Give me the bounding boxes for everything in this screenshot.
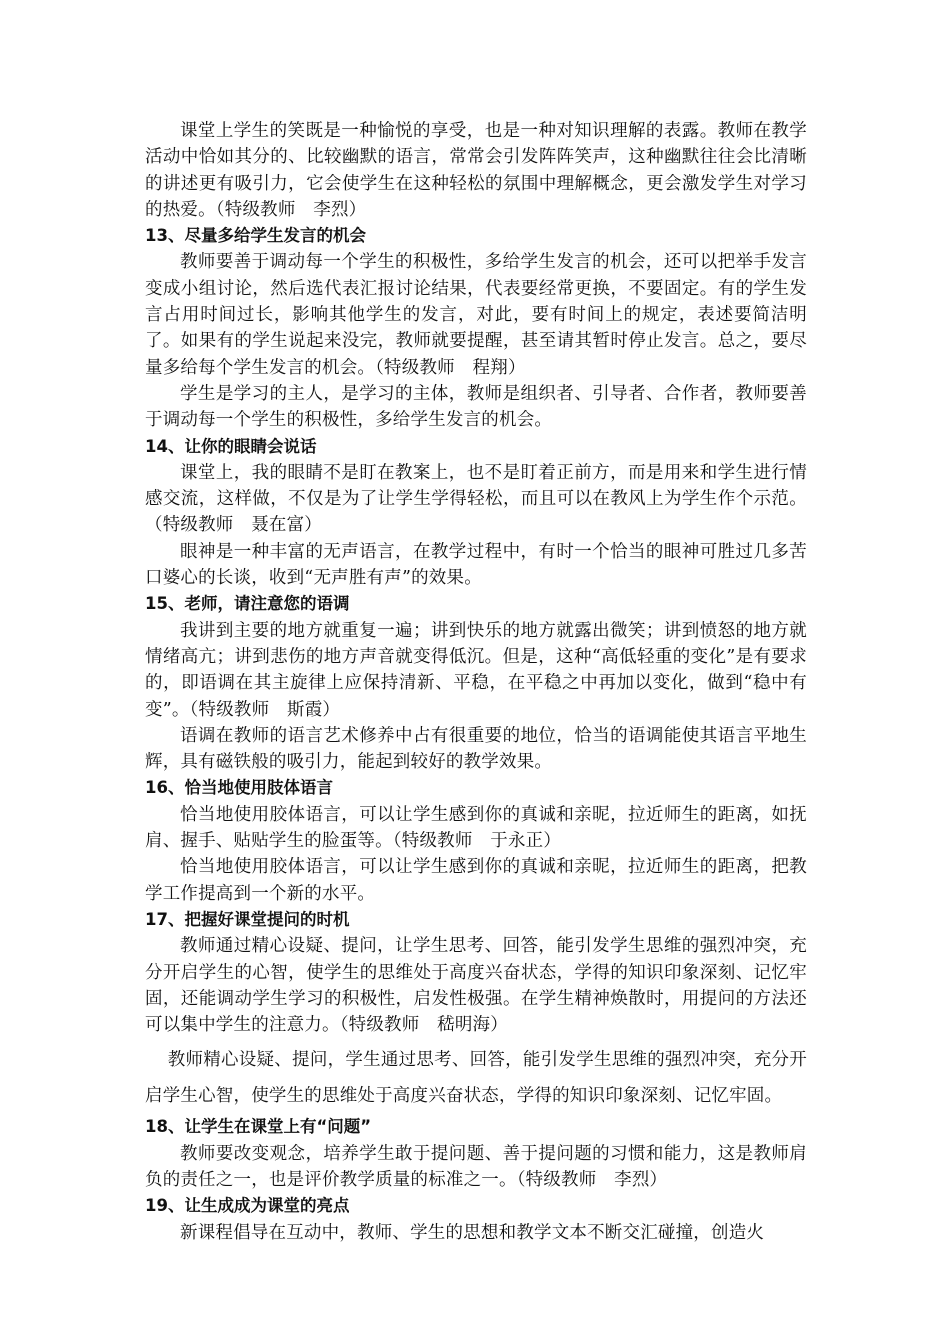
paragraph: 教师精心设疑、提问，学生通过思考、回答，能引发学生思维的强烈冲突，充分开启学生心智，使学生的思维处于高度兴奋状态，学得的知识印象深刻、记忆牢固。 xyxy=(145,1050,807,1107)
paragraph: 教师要改变观念，培养学生敢于提问题、善于提问题的习惯和能力，这是教师肩负的责任之一，也是评价教学质量的标准之一。（特级教师 李烈） xyxy=(145,1143,807,1190)
paragraph: 课堂上学生的笑既是一种愉悦的享受，也是一种对知识理解的表露。教师在教学活动中恰如其分的、比较幽默的语言，常常会引发阵阵笑声，这种幽默往往会比清晰的讲述更有吸引力，它会使学生在这种轻松的氛围中理解概念，更会激发学生对学习的热爱。（特级教师 李烈） xyxy=(145,121,807,220)
paragraph: 课堂上，我的眼睛不是盯在教案上，也不是盯着正前方，而是用来和学生进行情感交流，这样做，不仅是为了让学生学得轻松，而且可以在教风上为学生作个示范。（特级教师 聂在富） xyxy=(145,462,807,536)
paragraph: 恰当地使用胶体语言，可以让学生感到你的真诚和亲昵，拉近师生的距离，如抚肩、握手、贴贴学生的脸蛋等。（特级教师 于永正） xyxy=(145,804,807,852)
paragraph: 我讲到主要的地方就重复一遍；讲到快乐的地方就露出微笑；讲到愤怒的地方就情绪高亢；讲到悲伤的地方声音就变得低沉。但是，这种“高低轻重的变化”是有要求的，即语调在其主旋律上应保持清新、平稳，在平稳之中再加以变化，做到“稳中有变”。（特级教师 斯霞） xyxy=(145,620,807,720)
section-heading-18: 18、让学生在课堂上有“问题” xyxy=(145,1117,372,1137)
section-heading-15: 15、老师，请注意您的语调 xyxy=(145,594,350,614)
document-body xyxy=(145,118,807,1246)
paragraph: 学生是学习的主人，是学习的主体，教师是组织者、引导者、合作者，教师要善于调动每一个学生的积极性，多给学生发言的机会。 xyxy=(145,383,807,431)
section-heading-13: 13、尽量多给学生发言的机会 xyxy=(145,226,366,246)
paragraph: 教师通过精心设疑、提问，让学生思考、回答，能引发学生思维的强烈冲突，充分开启学生的心智，使学生的思维处于高度兴奋状态，学得的知识印象深刻、记忆牢固，还能调动学生学习的积极性，启发性极强。在学生精神焕散时，用提问的方法还可以集中学生的注意力。（特级教师 嵇明海） xyxy=(145,936,807,1036)
paragraph: 眼神是一种丰富的无声语言，在教学过程中，有时一个恰当的眼神可胜过几多苦口婆心的长谈，收到“无声胜有声”的效果。 xyxy=(145,541,807,589)
section-heading-17: 17、把握好课堂提问的时机 xyxy=(145,909,350,929)
section-heading-16: 16、恰当地使用肢体语言 xyxy=(145,778,333,798)
paragraph: 恰当地使用胶体语言，可以让学生感到你的真诚和亲昵，拉近师生的距离，把教学工作提高到一个新的水平。 xyxy=(145,857,807,904)
section-heading-19: 19、让生成成为课堂的亮点 xyxy=(145,1196,350,1216)
paragraph: 新课程倡导在互动中，教师、学生的思想和教学文本不断交汇碰撞，创造火 xyxy=(180,1222,765,1243)
paragraph: 语调在教师的语言艺术修养中占有很重要的地位，恰当的语调能使其语言平地生辉，具有磁铁般的吸引力，能起到较好的教学效果。 xyxy=(145,725,807,773)
section-heading-14: 14、让你的眼睛会说话 xyxy=(145,436,317,456)
paragraph: 教师要善于调动每一个学生的积极性，多给学生发言的机会，还可以把举手发言变成小组讨论，然后选代表汇报讨论结果，代表要经常更换，不要固定。有的学生发言占用时间过长，影响其他学生的发言，对此，要有时间上的规定，表述要简洁明了。如果有的学生说起来没完，教师就要提醒，甚至请其暂时停止发言。总之，要尽量多给每个学生发言的机会。（特级教师 程翔） xyxy=(145,252,807,378)
